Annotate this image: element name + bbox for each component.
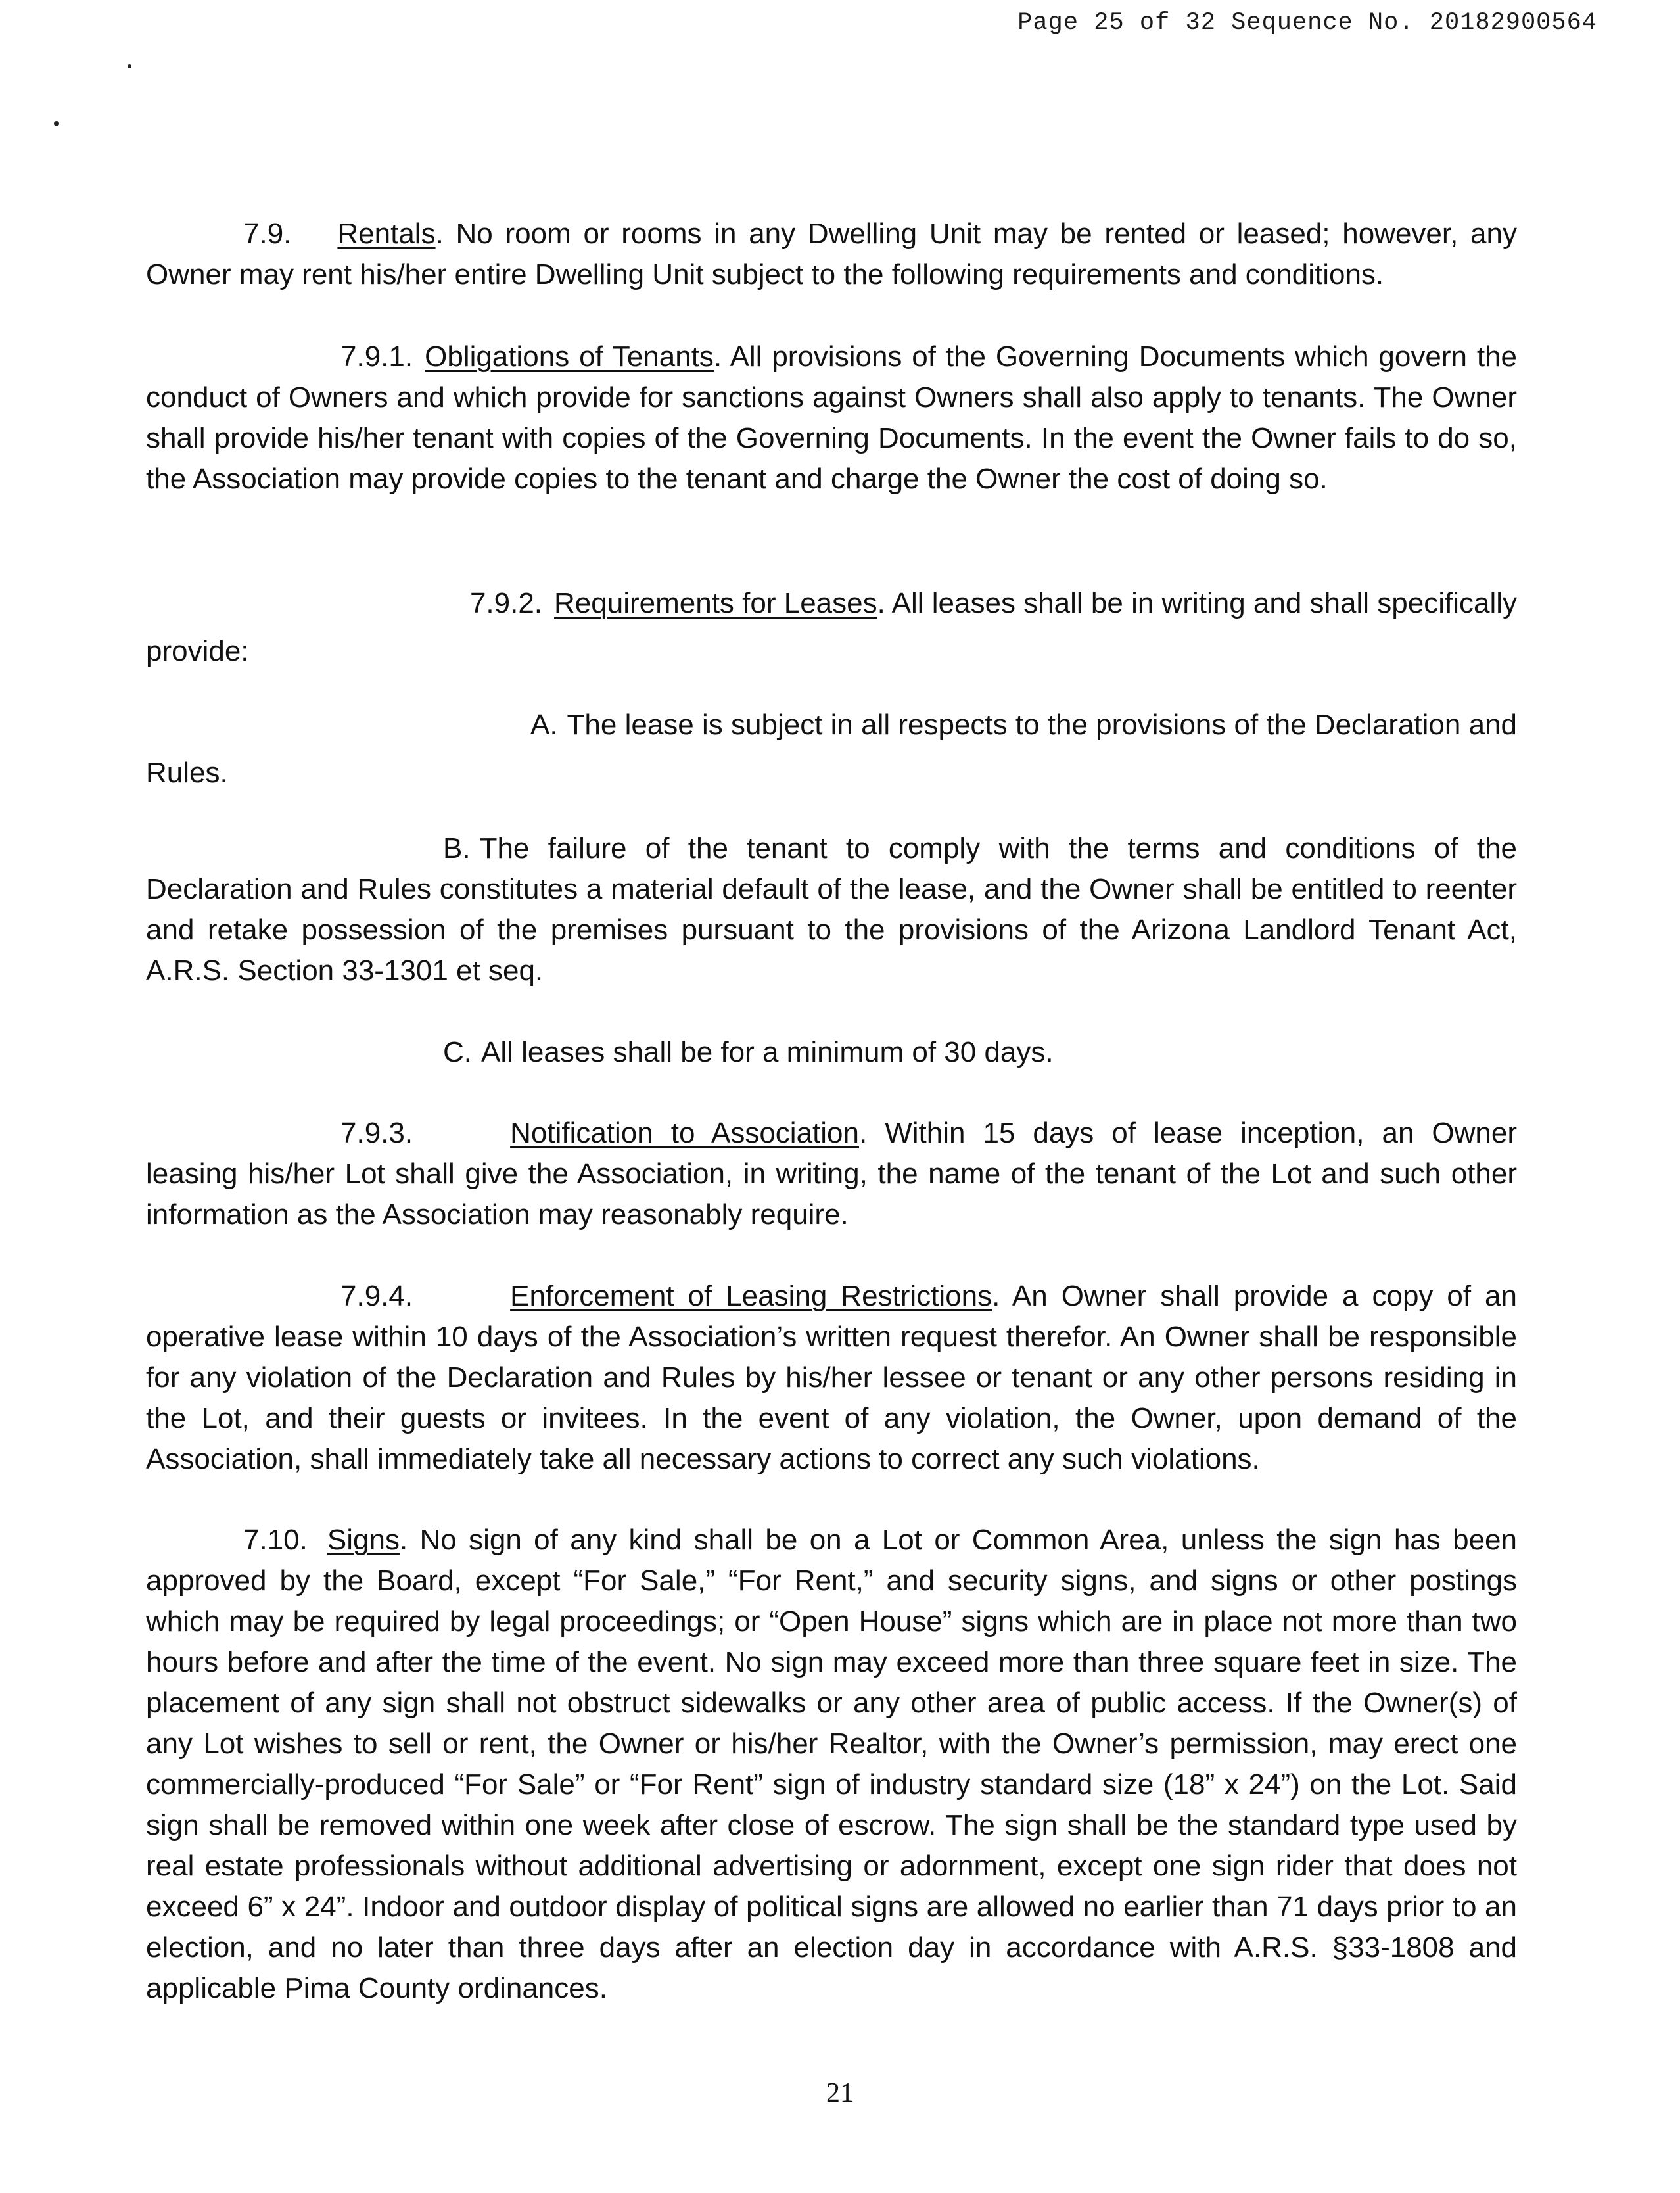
section-number: 7.9.2. xyxy=(469,587,543,619)
item-label: A. xyxy=(530,709,558,741)
section-number: 7.9. xyxy=(243,218,292,250)
section-number: 7.9.3. xyxy=(340,1117,413,1149)
item-c xyxy=(146,1032,1517,1073)
section-title: Obligations of Tenants xyxy=(425,341,714,373)
item-body: The lease is subject in all respects to the provisions of the Declaration and xyxy=(567,709,1517,741)
section-7-10 xyxy=(146,1520,1517,2009)
section-body: . No room or rooms in any Dwelling Unit may be rented or leased; however, any Owner may rent his/her entire Dwelling Unit subject to the following requirements and conditions. xyxy=(146,218,1517,291)
page-header: Page 25 of 32 Sequence No. 20182900564 xyxy=(1017,9,1597,37)
section-title: Enforcement of Leasing Restrictions xyxy=(510,1280,992,1312)
item-b xyxy=(146,828,1517,991)
section-body: . All provisions of the Governing Documents which govern the conduct of Owners and which provide for sanctions against Owners shall also apply to tenants. The Owner shall provide his/her tenant with copies of the Governing Documents. In the event the Owner fails to do so, the Association may provide copies to the tenant and charge the Owner the cost of doing so. xyxy=(146,341,1517,495)
section-title: Signs xyxy=(327,1524,400,1556)
page-number: 21 xyxy=(826,2078,854,2108)
section-body: . All leases shall be in writing and shall specifically xyxy=(877,587,1517,619)
section-7-9 xyxy=(146,214,1517,295)
section-body: . Within 15 days of lease inception, an Owner leasing his/her Lot shall give the Association, in writing, the name of the tenant of the Lot and such other information as the Association may reasonably require. xyxy=(146,1117,1517,1231)
item-body: All leases shall be for a minimum of 30 days. xyxy=(481,1036,1054,1068)
section-body: . No sign of any kind shall be on a Lot or Common Area, unless the sign has been approved by the Board, except “For Sale,” “For Rent,” and security signs, and signs or other postings which may be required by legal proceedings; or “Open House” signs which are in place not more than two hours before and after the time of the event. No sign may exceed more than three square feet in size. The placement of any sign shall not obstruct sidewalks or any other area of public access. If the Owner(s) of any Lot wishes to sell or rent, the Owner or his/her Realtor, with the Owner’s permission, may erect one commercially-produced “For Sale” or “For Rent” sign of industry standard size (18” x 24”) on the Lot. Said sign shall be removed within one week after close of escrow. The sign shall be the standard type used by real estate professionals without additional advertising or adornment, except one sign rider that does not exceed 6” x 24”. Indoor and outdoor display of political signs are allowed no earlier than 71 days prior to an election, and no later than three days after an election day in accordance with A.R.S. §33-1808 and applicable Pima County ordinances. xyxy=(146,1524,1517,2004)
item-label: B. xyxy=(443,832,471,864)
section-7-9-3 xyxy=(146,1113,1517,1235)
section-number: 7.10. xyxy=(243,1524,308,1556)
section-7-9-1 xyxy=(146,337,1517,500)
item-label: C. xyxy=(443,1036,472,1068)
scan-speck xyxy=(128,64,131,68)
section-7-9-4 xyxy=(146,1276,1517,1480)
section-number: 7.9.4. xyxy=(340,1280,413,1312)
section-title: Notification to Association xyxy=(510,1117,859,1149)
section-7-9-2 xyxy=(146,583,1517,624)
item-a-continuation: Rules. xyxy=(146,757,228,789)
section-body: . An Owner shall provide a copy of an operative lease within 10 days of the Association’s written request therefor. An Owner shall be responsible for any violation of the Declaration and Rules by his/her lessee or tenant or any other persons residing in the Lot, and their guests or invitees. In the event of any violation, the Owner, upon demand of the Association, shall immediately take all necessary actions to correct any such violations. xyxy=(146,1280,1517,1475)
item-a xyxy=(146,705,1517,745)
section-title: Requirements for Leases xyxy=(554,587,877,619)
section-number: 7.9.1. xyxy=(340,341,413,373)
scan-speck xyxy=(54,121,59,126)
item-body: The failure of the tenant to comply with the terms and conditions of the Declaration and Rules constitutes a material default of the lease, and the Owner shall be entitled to reenter and retake possession of the premises pursuant to the provisions of the Arizona Landlord Tenant Act, A.R.S. Section 33-1301 et seq. xyxy=(146,832,1517,987)
section-7-9-2-continuation: provide: xyxy=(146,635,249,667)
section-title: Rentals xyxy=(337,218,436,250)
